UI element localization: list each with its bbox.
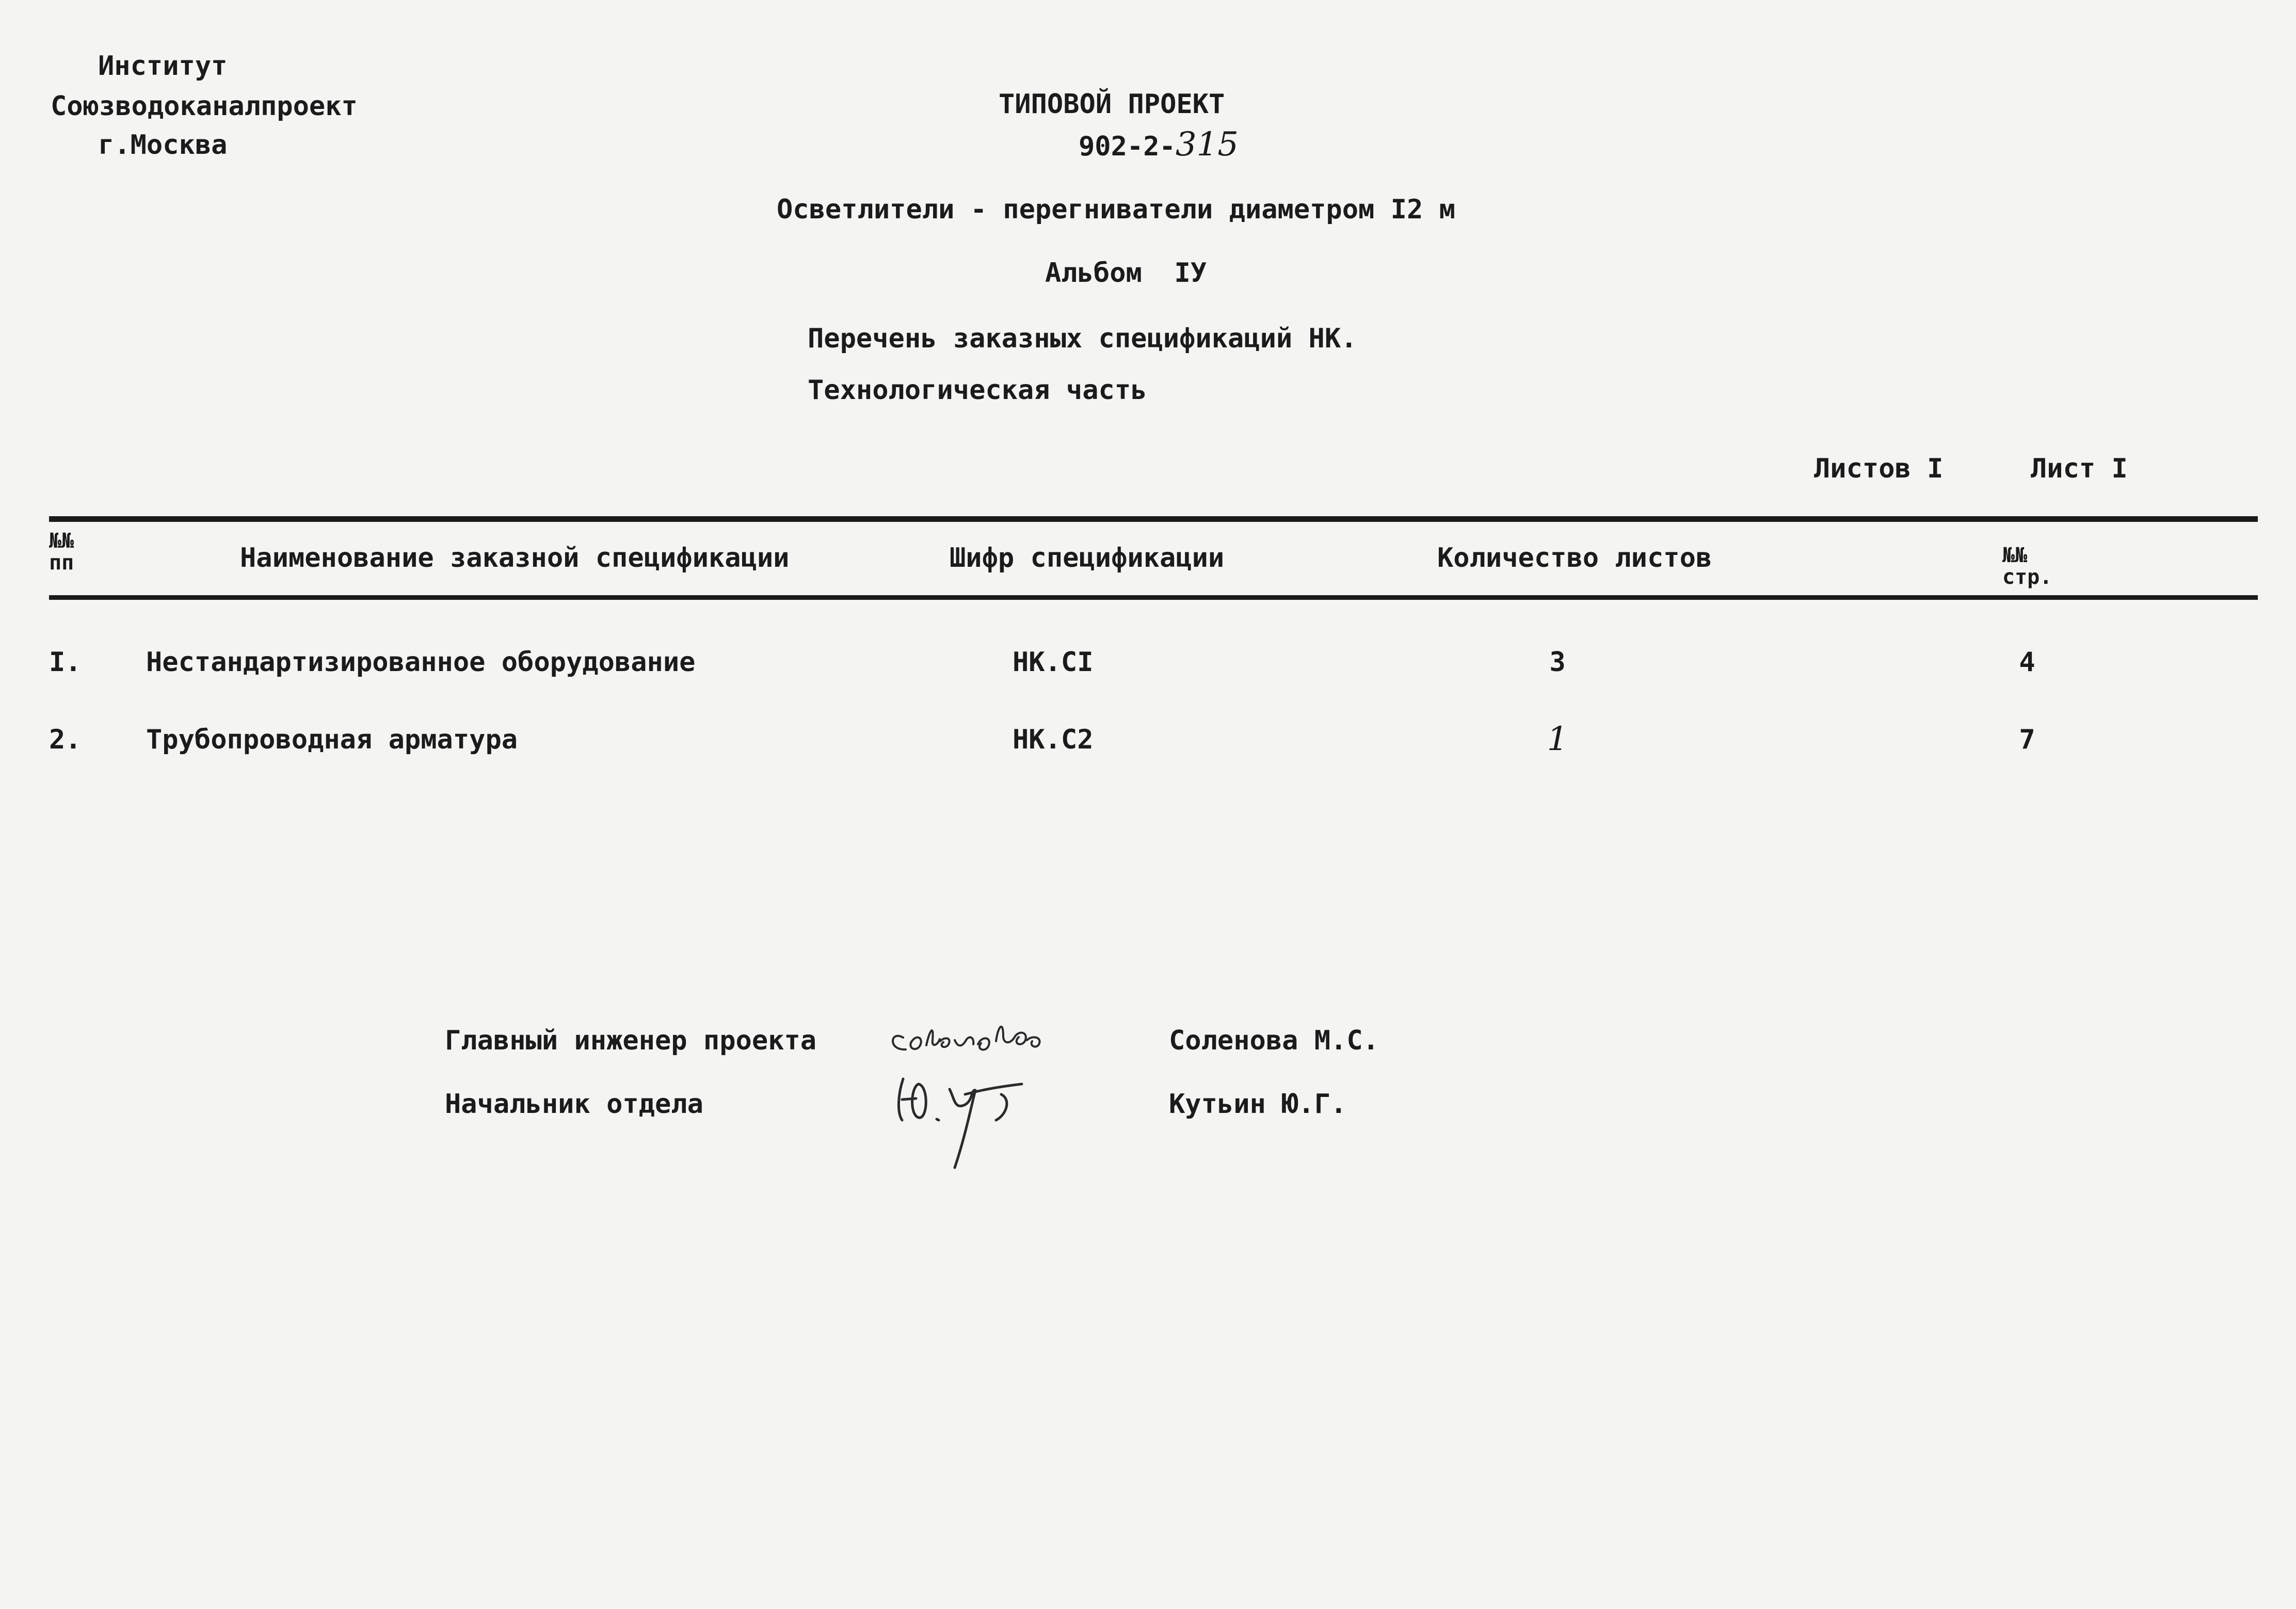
project-title: ТИПОВОЙ ПРОЕКТ: [999, 89, 1225, 120]
header-num: №№ пп: [49, 529, 74, 575]
department-head-name: Кутьин Ю.Г.: [1169, 1089, 1347, 1120]
table-top-rule: [49, 516, 2258, 522]
chief-engineer-signature: [882, 1009, 1079, 1066]
chief-engineer-name: Соленова М.С.: [1169, 1025, 1379, 1056]
institute-city: г.Москва: [98, 130, 228, 161]
table-header-rule: [49, 595, 2258, 600]
album-label: Альбом IУ: [1045, 258, 1207, 289]
list-title: Перечень заказных спецификаций НК.: [808, 323, 1357, 354]
row-name: Трубопроводная арматура: [146, 724, 518, 755]
project-number: [1079, 125, 1239, 164]
row-qty: 3: [1549, 647, 1566, 678]
sheet-current: Лист I: [2031, 453, 2128, 484]
row-page: 7: [2019, 724, 2035, 755]
row-num: 2.: [49, 724, 82, 755]
institute-label: Институт: [98, 51, 228, 82]
header-code: Шифр спецификации: [950, 543, 1225, 573]
row-name: Нестандартизированное оборудование: [146, 647, 696, 678]
row-page: 4: [2019, 647, 2035, 678]
project-number-handwritten: 315: [1175, 125, 1239, 164]
header-qty: Количество листов: [1437, 543, 1712, 573]
row-num: I.: [49, 647, 82, 678]
chief-engineer-role: Главный инженер проекта: [445, 1025, 817, 1056]
header-name: Наименование заказной спецификации: [240, 543, 790, 573]
sheets-total: Листов I: [1814, 453, 1944, 484]
document-part: Технологическая часть: [808, 375, 1147, 406]
row-qty: 1: [1547, 720, 1568, 758]
document-subject: Осветлители - перегниватели диаметром I2 м: [777, 194, 1455, 225]
header-page: №№ стр.: [2002, 544, 2052, 589]
row-code: НК.СI: [1013, 647, 1094, 678]
institute-name: Союзводоканалпроект: [51, 91, 358, 122]
row-code: НК.С2: [1013, 724, 1094, 755]
department-head-signature: [888, 1063, 1042, 1177]
department-head-role: Начальник отдела: [445, 1089, 703, 1120]
project-number-prefix: 902-2-: [1079, 131, 1176, 162]
